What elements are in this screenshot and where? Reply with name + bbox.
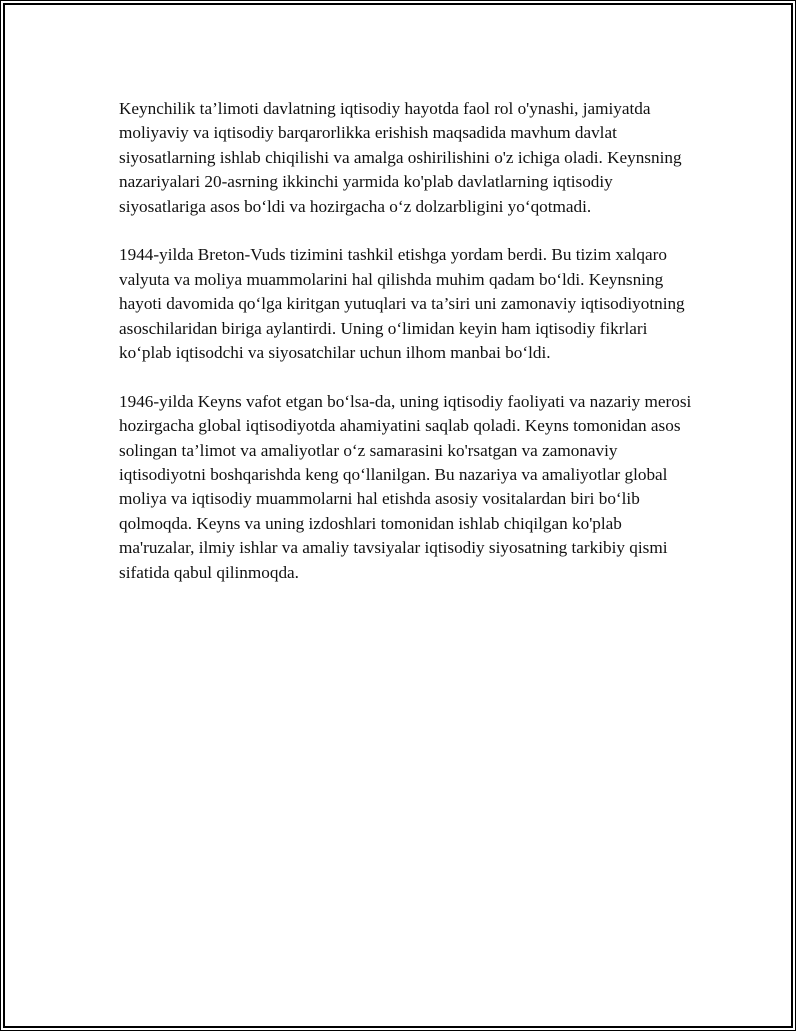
paragraph-keynesian-doctrine: Keynchilik ta’limoti davlatning iqtisodiy hayotda faol rol o'ynashi, jamiyatda moliyaviy va iqtisodiy barqarorlikka erishish maqsadida mavhum davlat siyosatlarning ishlab chiqilishi va amalga oshirilishini o'z ichiga oladi. Keynsning nazariyalari 20-asrning ikkinchi yarmida ko'plab davlatlarning iqtisodiy siyosatlariga asos bo‘ldi va hozirgacha o‘z dolzarbligini yo‘qotmadi. <box>119 99 682 216</box>
document-body <box>119 97 699 609</box>
paragraph-keynes-legacy: 1946-yilda Keyns vafot etgan bo‘lsa-da, uning iqtisodiy faoliyati va nazariy merosi hozirgacha global iqtisodiyotda ahamiyatini saqlab qoladi. Keyns tomonidan asos solingan ta’limot va amaliyotlar o‘z samarasini ko'rsatgan va zamonaviy iqtisodiyotni boshqarishda keng qo‘llanilgan. Bu nazariya va amaliyotlar global moliya va iqtisodiy muammolarni hal etishda asosiy vositalardan biri bo‘lib qolmoqda. Keyns va uning izdoshlari tomonidan ishlab chiqilgan ko'plab ma'ruzalar, ilmiy ishlar va amaliy tavsiyalar iqtisodiy siyosatning tarkibiy qismi sifatida qabul qilinmoqda. <box>119 391 692 582</box>
paragraph-bretton-woods: 1944-yilda Breton-Vuds tizimini tashkil etishga yordam berdi. Bu tizim xalqaro valyuta va moliya muammolarini hal qilishda muhim qadam bo‘ldi. Keynsning hayoti davomida qo‘lga kiritgan yutuqlari va ta’siri uni zamonaviy iqtisodiyotning asoschilaridan biriga aylantirdi. Uning o‘limidan keyin ham iqtisodiy fikrlari ko‘plab iqtisodchi va siyosatchilar uchun ilhom manbai bo‘ldi. <box>119 245 685 363</box>
document-page <box>3 3 793 1028</box>
